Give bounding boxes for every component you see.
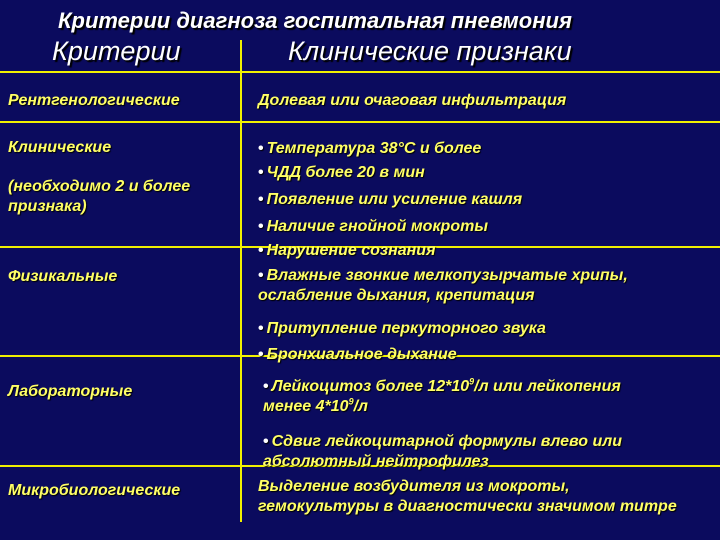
list-item: • Появление или усиление кашля xyxy=(258,191,523,208)
bullet-icon: • xyxy=(258,218,264,235)
bullet-icon: • xyxy=(258,320,264,337)
bullet-icon: • xyxy=(263,378,269,395)
criterion-physical: Физикальные xyxy=(8,268,118,285)
list-item: • Нарушение сознания xyxy=(258,242,436,259)
column-header-criteria: Критерии xyxy=(52,36,181,66)
list-item: • Бронхиальное дыхание xyxy=(258,346,457,363)
column-divider xyxy=(240,40,242,522)
list-item: • Температура 38°С и более xyxy=(258,140,482,157)
list-item: • Наличие гнойной мокроты xyxy=(258,218,488,235)
list-item: • Сдвиг лейкоцитарной формулы влево или абсолютный нейтрофилез xyxy=(263,433,623,470)
criterion-xray: Рентгенологические xyxy=(8,92,180,109)
list-item: • Влажные звонкие мелкопузырчатые хрипы, ослабление дыхания, крепитация xyxy=(258,267,628,304)
bullet-icon: • xyxy=(258,164,264,181)
criterion-clinical-note: (необходимо 2 и более признака) xyxy=(8,178,191,215)
list-item: • ЧДД более 20 в мин xyxy=(258,164,425,181)
bullet-icon: • xyxy=(258,346,264,363)
bullet-icon: • xyxy=(258,191,264,208)
list-item: • Притупление перкуторного звука xyxy=(258,320,546,337)
criterion-micro: Микробиологические xyxy=(8,482,181,499)
criterion-lab: Лабораторные xyxy=(8,383,133,400)
bullet-icon: • xyxy=(263,433,269,450)
value-micro: Выделение возбудителя из мокроты, гемокультуры в диагностически значимом титре xyxy=(258,478,677,515)
list-item: • Лейкоцитоз более $12*10^9/л$ или лейкопения менее $4*10^9/л$ xyxy=(263,376,621,415)
criterion-clinical: Клинические xyxy=(8,139,112,156)
slide-title: Критерии диагноза госпитальная пневмония xyxy=(58,8,572,33)
table-divider xyxy=(0,71,720,73)
bullet-icon: • xyxy=(258,267,264,284)
bullet-icon: • xyxy=(258,140,264,157)
value-xray: Долевая или очаговая инфильтрация xyxy=(258,92,567,109)
table-divider xyxy=(0,121,720,123)
bullet-icon: • xyxy=(258,242,264,259)
column-header-signs: Клинические признаки xyxy=(288,36,572,66)
